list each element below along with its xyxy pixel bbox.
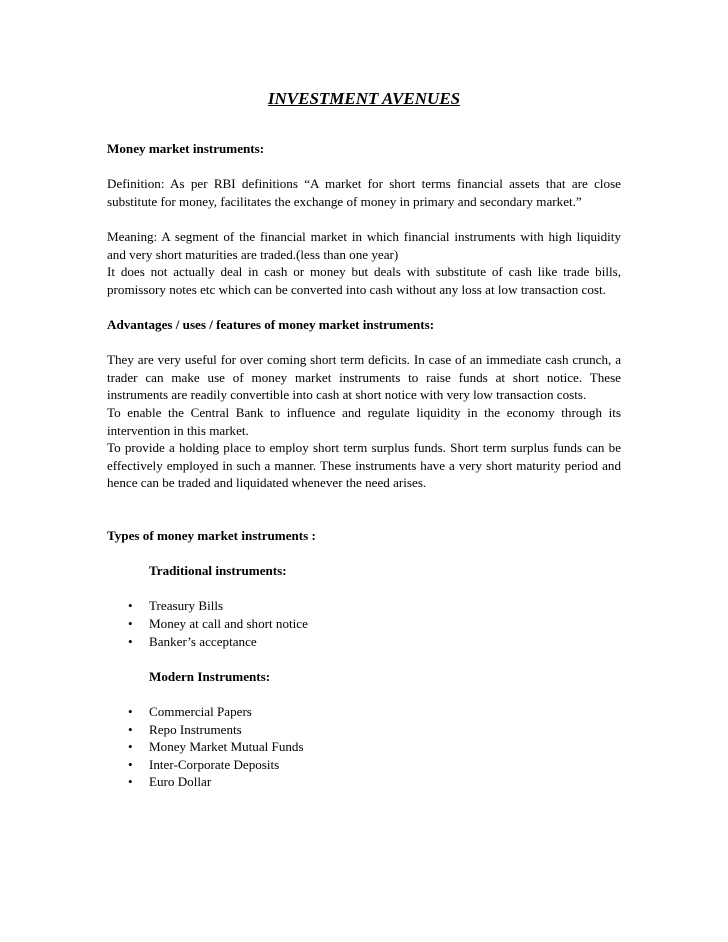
bullet-icon: •	[128, 616, 133, 632]
subheading-modern: Modern Instruments:	[149, 668, 271, 684]
list-item: • Euro Dollar	[128, 774, 212, 790]
meaning-paragraph-2: It does not actually deal in cash or money but deals with substitute of cash like trade bills, promissory notes etc which can be converted into cash without any loss at low transaction cost.	[107, 264, 621, 297]
list-item: • Repo Instruments	[128, 721, 242, 737]
bullet-icon: •	[128, 704, 133, 719]
bullet-icon: •	[128, 756, 133, 772]
page-title: INVESTMENT AVENUES	[267, 89, 461, 108]
modern-instruments-list	[107, 703, 621, 791]
list-item: • Commercial Papers	[128, 704, 252, 719]
meaning-paragraph: Meaning: A segment of the financial market in which financial instruments with high liquidity and very short maturities are traded.(less than one year)	[107, 228, 621, 262]
bullet-icon: •	[128, 633, 133, 649]
list-item: • Treasury Bills	[128, 598, 224, 614]
advantages-paragraph-2: To enable the Central Bank to influence and regulate liquidity in the economy through its intervention in this market.	[107, 404, 621, 438]
definition-paragraph: Definition: As per RBI definitions “A market for short terms financial assets that are close substitute for money, facilitates the exchange of money in primary and secondary market.”	[107, 176, 621, 209]
list-item: • Money Market Mutual Funds	[128, 739, 304, 755]
bullet-icon: •	[128, 774, 133, 790]
list-item: • Money at call and short notice	[128, 616, 308, 632]
traditional-instruments-list	[107, 597, 621, 650]
bullet-icon: •	[128, 598, 133, 614]
document-page	[107, 88, 621, 791]
subheading-traditional: Traditional instruments:	[149, 563, 287, 579]
section-heading-money-market: Money market instruments:	[107, 141, 265, 156]
bullet-icon: •	[128, 721, 133, 737]
advantages-paragraph-1: They are very useful for over coming short term deficits. In case of an immediate cash crunch, a trader can make use of money market instruments to raise funds at short notice. These instruments are readily convertible into cash at short notice with very low transaction costs.	[107, 352, 621, 403]
bullet-icon: •	[128, 739, 133, 755]
list-item: • Inter-Corporate Deposits	[128, 756, 280, 772]
advantages-paragraph-3: To provide a holding place to employ short term surplus funds. Short term surplus funds can be effectively employed in such a manner. These instruments have a very short maturity period and hence can be traded and liquidated whenever the need arises.	[107, 440, 621, 491]
section-heading-advantages: Advantages / uses / features of money market instruments:	[107, 316, 435, 332]
list-item: • Banker’s acceptance	[128, 633, 257, 649]
section-heading-types: Types of money market instruments :	[107, 528, 316, 544]
